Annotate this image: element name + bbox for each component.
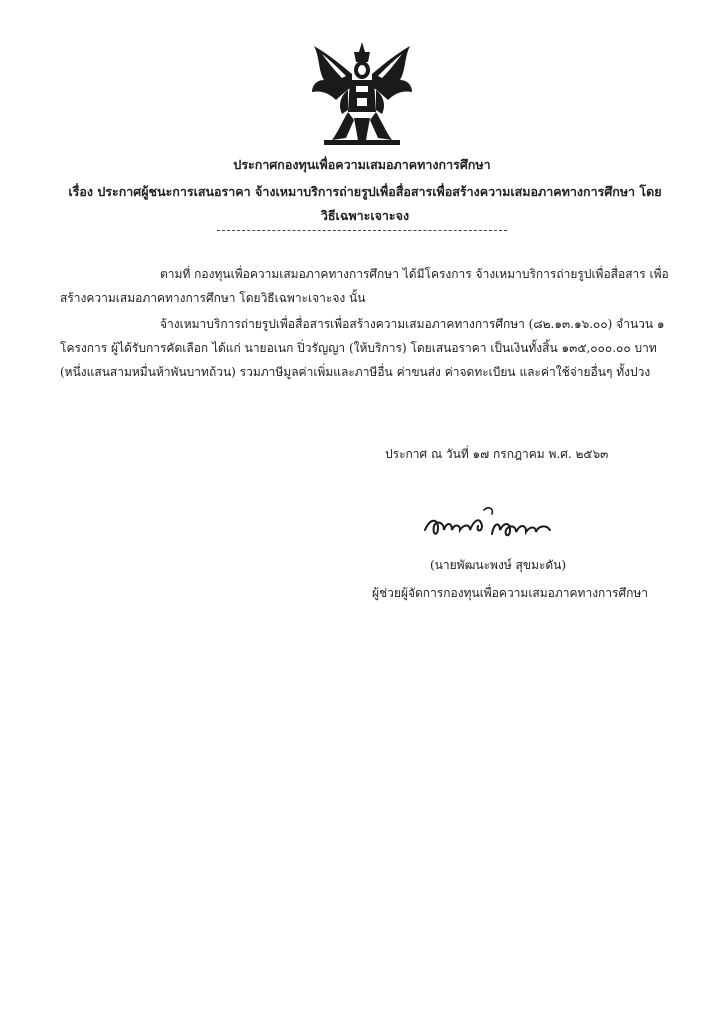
garuda-emblem-icon bbox=[302, 40, 422, 150]
paragraph-2-text: จ้างเหมาบริการถ่ายรูปเพื่อสื่อสารเพื่อสร้างความเสมอภาคทางการศึกษา (๘๒.๑๓.๑๖.๐๐) จำนวน ๑ โครงการ ผู้ได้รับการคัดเลือก ได้แก่ นายอเนก ปิ่วรัญญา (ให้บริการ) โดยเสนอราคา เป็นเงินทั้งสิ้น ๑๓๕,๐๐๐.๐๐ บาท (หนึ่งแสนสามหมื่นห้าพันบาทถ้วน) รวมภาษีมูลค่าเพิ่มและภาษีอื่น ค่าขนส่ง ค่าจดทะเบียน และค่าใช้จ่ายอื่นๆ ทั้งปวง bbox=[60, 317, 665, 379]
announcement-date: ประกาศ ณ วันที่ ๑๗ กรกฎาคม พ.ศ. ๒๕๖๓ bbox=[385, 447, 609, 461]
subject-line-1: เรื่อง ประกาศผู้ชนะการเสนอราคา จ้างเหมาบริการถ่ายรูปเพื่อสื่อสารเพื่อสร้างความเสมอภาคทางการศึกษา โดย bbox=[68, 184, 662, 199]
signer-position: ผู้ช่วยผู้จัดการกองทุนเพื่อความเสมอภาคทางการศึกษา bbox=[372, 586, 649, 600]
section-divider bbox=[217, 230, 507, 231]
body-paragraph-1 bbox=[60, 262, 670, 310]
document-subject bbox=[60, 180, 670, 228]
signer-name: (นายพัฒนะพงษ์ สุขมะดัน) bbox=[430, 558, 567, 572]
body-paragraph-2 bbox=[60, 312, 670, 384]
subject-line-2: วิธีเฉพาะเจาะจง bbox=[320, 208, 410, 223]
handwritten-signature bbox=[420, 500, 560, 550]
document-title: ประกาศกองทุนเพื่อความเสมอภาคทางการศึกษา bbox=[233, 157, 491, 172]
paragraph-1-text: ตามที่ กองทุนเพื่อความเสมอภาคทางการศึกษา ได้มีโครงการ จ้างเหมาบริการถ่ายรูปเพื่อสื่อสาร เพื่อสร้างความเสมอภาคทางการศึกษา โดยวิธีเฉพาะเจาะจง นั้น bbox=[60, 267, 669, 305]
